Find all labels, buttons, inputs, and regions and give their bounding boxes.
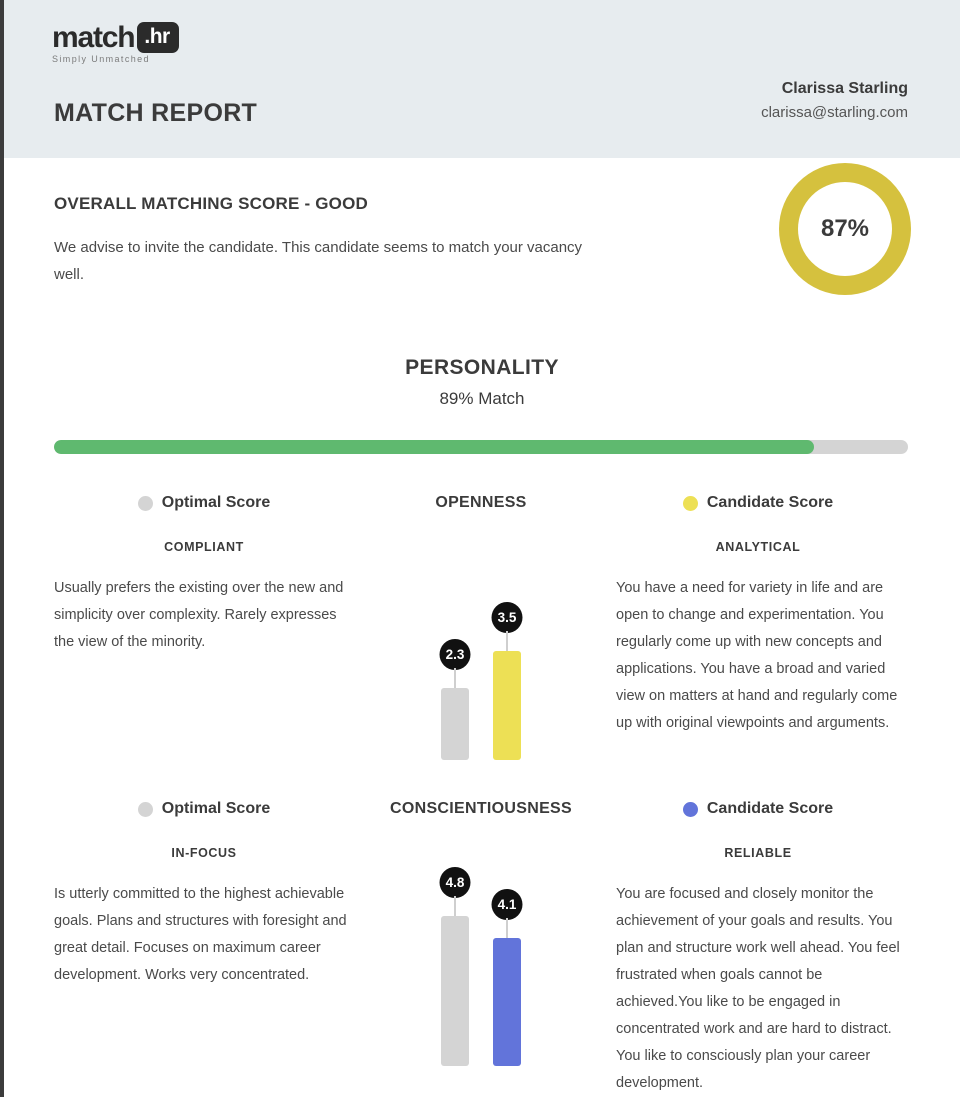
bar-value-badge-optimal: 2.3 <box>440 639 471 670</box>
trait-left-heading: COMPLIANT <box>164 540 244 554</box>
page-title: MATCH REPORT <box>54 99 258 127</box>
matchhr-logo[interactable] <box>52 22 179 64</box>
trait-body <box>54 540 908 760</box>
legend-candidate-label: Candidate Score <box>706 800 834 817</box>
bar-group-candidate <box>493 866 521 1066</box>
trait-left-heading: IN-FOCUS <box>171 846 237 860</box>
bar-group-optimal <box>441 866 469 1066</box>
trait-right-column <box>608 846 908 1097</box>
trait-right-description: You are focused and closely monitor the achievement of your goals and results. You plan and structure work well ahead. You feel frustrated when goals cannot be achieved.You like to be engaged in concentrated work and are hard to distract. You like to consciously plan your career development. <box>616 886 900 1091</box>
legend-optimal-label: Optimal Score <box>161 800 271 817</box>
legend-candidate-label: Candidate Score <box>706 494 834 511</box>
bar-optimal <box>441 916 469 1066</box>
legend-candidate <box>608 800 908 818</box>
trait-chart-conscientiousness <box>354 846 608 1097</box>
personality-progress-fill <box>54 440 814 454</box>
personality-section-header <box>4 356 960 409</box>
legend-optimal-label: Optimal Score <box>161 494 271 511</box>
trait-right-heading: RELIABLE <box>724 846 792 860</box>
candidate-score-dot-icon <box>683 496 698 511</box>
logo-row <box>52 22 179 53</box>
candidate-email: clarissa@starling.com <box>761 104 908 121</box>
trait-right-description: You have a need for variety in life and are open to change and experimentation. You regularly come up with new concepts and applications. You have a broad and varied view on matters at hand and regularly come up with original viewpoints and arguments. <box>616 580 898 731</box>
overall-score-title: OVERALL MATCHING SCORE - GOOD <box>54 194 369 213</box>
trait-block-openness <box>4 488 960 760</box>
trait-name-openness: OPENNESS <box>435 494 527 511</box>
optimal-score-dot-icon <box>138 802 153 817</box>
bar-candidate <box>493 938 521 1066</box>
trait-legend <box>54 488 908 518</box>
trait-left-column <box>54 540 354 760</box>
bar-optimal <box>441 688 469 760</box>
badge-stem <box>506 631 508 651</box>
page-header <box>4 0 960 158</box>
candidate-score-dot-icon <box>683 802 698 817</box>
donut-inner <box>798 182 892 276</box>
trait-body <box>54 846 908 1097</box>
optimal-score-dot-icon <box>138 496 153 511</box>
bar-candidate <box>493 651 521 760</box>
candidate-name: Clarissa Starling <box>781 80 908 97</box>
trait-name-conscientiousness: CONSCIENTIOUSNESS <box>389 800 572 817</box>
bar-value-badge-candidate: 3.5 <box>492 602 523 633</box>
logo-tagline: Simply Unmatched <box>52 54 150 64</box>
candidate-info <box>761 80 908 121</box>
personality-title: PERSONALITY <box>405 356 559 379</box>
personality-match-label: 89% Match <box>439 389 525 408</box>
trait-right-heading: ANALYTICAL <box>715 540 801 554</box>
trait-right-column <box>608 540 908 760</box>
bar-value-badge-optimal: 4.8 <box>440 867 471 898</box>
bar-chart <box>354 866 608 1066</box>
bar-group-optimal <box>441 560 469 760</box>
trait-legend <box>54 794 908 824</box>
legend-optimal <box>54 494 354 512</box>
logo-wordmark: match <box>52 20 135 54</box>
bar-value-badge-candidate: 4.1 <box>492 889 523 920</box>
trait-left-description: Is utterly committed to the highest achievable goals. Plans and structures with foresight and great detail. Focuses on maximum career development. Works very concentrated. <box>54 886 347 983</box>
overall-score-advice: We advise to invite the candidate. This candidate seems to match your vacancy well. <box>54 239 583 283</box>
bar-group-candidate <box>493 560 521 760</box>
badge-stem <box>454 668 456 688</box>
trait-block-conscientiousness <box>4 794 960 1097</box>
legend-optimal <box>54 800 354 818</box>
overall-score-donut <box>779 163 911 295</box>
trait-left-column <box>54 846 354 1097</box>
trait-left-description: Usually prefers the existing over the new and simplicity over complexity. Rarely expresses the view of the minority. <box>54 580 344 650</box>
trait-chart-openness <box>354 540 608 760</box>
overall-score-value: 87% <box>820 215 870 242</box>
badge-stem <box>454 896 456 916</box>
overall-score-section <box>4 158 960 348</box>
legend-candidate <box>608 494 908 512</box>
logo-hr-badge: .hr <box>137 22 178 53</box>
badge-stem <box>506 918 508 938</box>
personality-progress-bar <box>54 440 908 454</box>
bar-chart <box>354 560 608 760</box>
